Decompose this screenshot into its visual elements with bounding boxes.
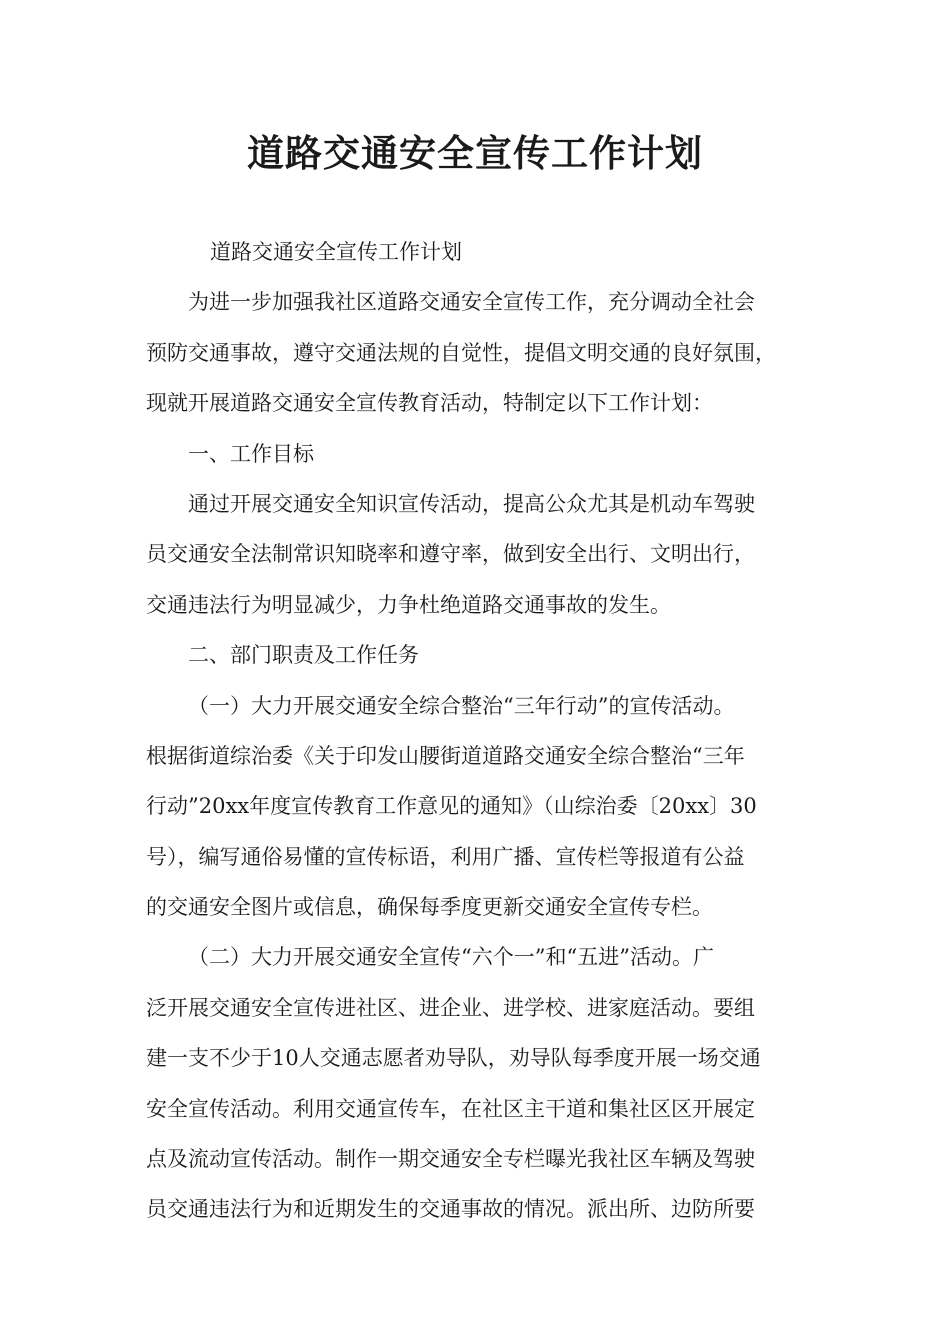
paragraph-line: 的交通安全图片或信息，确保每季度更新交通安全宣传专栏。 [146, 895, 713, 920]
section-heading: 一、工作目标 [188, 441, 314, 466]
paragraph-line: 员交通安全法制常识知晓率和遵守率，做到安全出行、文明出行， [146, 542, 755, 567]
paragraph-line: 点及流动宣传活动。制作一期交通安全专栏曝光我社区车辆及驾驶 [146, 1147, 755, 1172]
paragraph-line: 通过开展交通安全知识宣传活动，提高公众尤其是机动车驾驶 [188, 491, 755, 516]
paragraph-line: 安全宣传活动。利用交通宣传车，在社区主干道和集社区区开展定 [146, 1096, 755, 1121]
paragraph-line: 泛开展交通安全宣传进社区、进企业、进学校、进家庭活动。要组 [146, 995, 755, 1020]
paragraph-line: （二）大力开展交通安全宣传“六个一”和“五进”活动。广 [188, 945, 714, 970]
paragraph-line: 预防交通事故，遵守交通法规的自觉性，提倡文明交通的良好氛围， [146, 340, 776, 365]
paragraph-line: 行动”20xx年度宣传教育工作意见的通知》（山综治委〔20xx〕30 [146, 794, 757, 819]
paragraph-line: 现就开展道路交通安全宣传教育活动，特制定以下工作计划： [146, 391, 713, 416]
section-heading: 二、部门职责及工作任务 [188, 643, 419, 668]
paragraph-line: 根据街道综治委《关于印发山腰街道道路交通安全综合整治“三年 [146, 743, 745, 768]
paragraph-line: 为进一步加强我社区道路交通安全宣传工作，充分调动全社会 [188, 290, 755, 315]
paragraph-line: 员交通违法行为和近期发生的交通事故的情况。派出所、边防所要 [146, 1197, 755, 1222]
paragraph-line: 号），编写通俗易懂的宣传标语，利用广播、宣传栏等报道有公益 [146, 844, 745, 869]
paragraph-line: （一）大力开展交通安全综合整治“三年行动”的宣传活动。 [188, 693, 735, 718]
paragraph-line: 交通违法行为明显减少，力争杜绝道路交通事故的发生。 [146, 592, 671, 617]
document-title: 道路交通安全宣传工作计划 [247, 132, 703, 175]
document-subtitle: 道路交通安全宣传工作计划 [210, 240, 462, 264]
document-body [146, 227, 818, 1235]
paragraph-line: 建一支不少于10人交通志愿者劝导队，劝导队每季度开展一场交通 [146, 1046, 761, 1071]
